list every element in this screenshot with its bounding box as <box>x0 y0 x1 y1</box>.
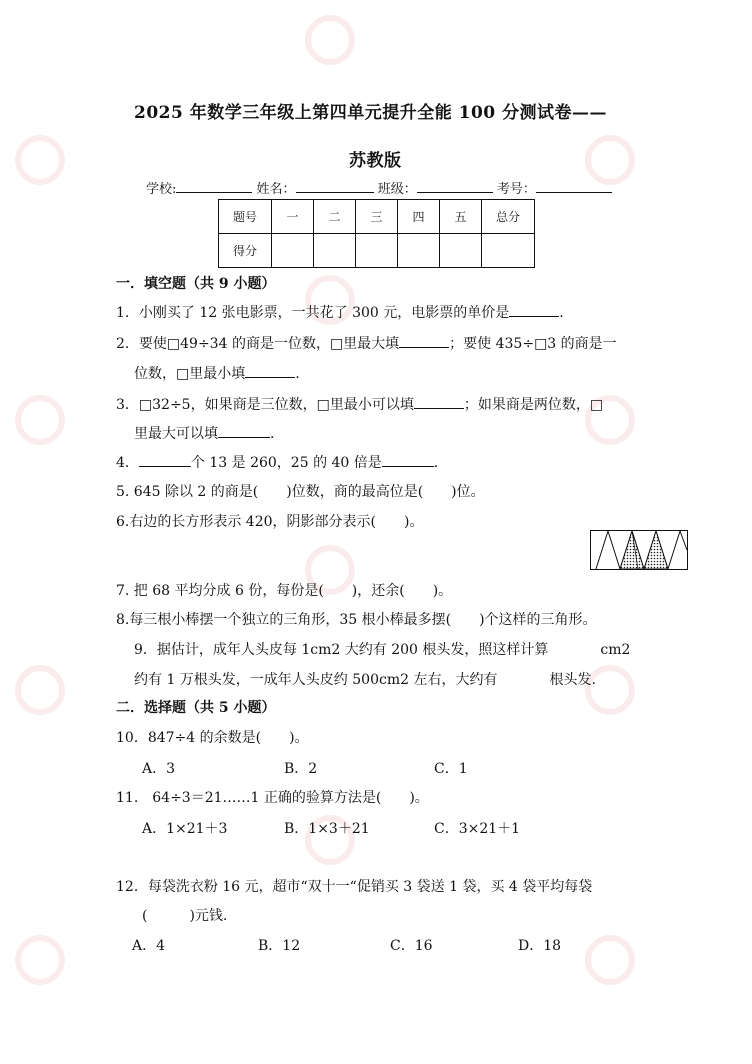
answer-blank[interactable] <box>509 302 559 317</box>
class-blank[interactable] <box>417 178 493 193</box>
option-10-b[interactable]: B．2 <box>284 761 318 777</box>
exam-no-blank[interactable] <box>536 178 612 193</box>
option-12-b[interactable]: B．12 <box>258 938 301 954</box>
question-text: 9．据估计，成年人头皮每 1cm2 大约有 200 根头发，照这样计算 <box>134 642 549 658</box>
question-text: 2．要使□49÷34 的商是一位数，□里最大填 <box>116 336 400 352</box>
question-text: . <box>295 366 300 382</box>
question-text: . <box>270 426 275 442</box>
name-label: 姓名： <box>256 182 296 197</box>
answer-blank[interactable] <box>218 423 270 438</box>
score-table-score-row <box>219 234 535 268</box>
question-6: 6.右边的长方形表示 420，阴影部分表示( )。 <box>116 514 424 530</box>
student-info-line <box>146 178 612 197</box>
rectangle-figure <box>590 530 688 570</box>
school-blank[interactable] <box>176 178 252 193</box>
question-8: 8.每三根小棒摆一个独立的三角形，35 根小棒最多摆( )个这样的三角形。 <box>116 612 597 628</box>
question-1 <box>116 302 564 322</box>
table-cell: 题号 <box>219 200 272 234</box>
option-11-b[interactable]: B．1×3＋21 <box>284 821 370 837</box>
answer-blank[interactable] <box>414 394 464 409</box>
question-9-line1 <box>134 639 630 659</box>
question-5: 5. 645 除以 2 的商是( )位数，商的最高位是( )位。 <box>116 484 485 500</box>
option-11-c[interactable]: C．3×21＋1 <box>434 821 521 837</box>
question-10: 10．847÷4 的余数是( )。 <box>116 730 309 746</box>
question-9-line2 <box>134 669 596 689</box>
score-table <box>218 199 535 268</box>
question-text: 4． <box>116 455 139 471</box>
answer-blank[interactable] <box>399 333 449 348</box>
school-label: 学校: <box>146 182 177 197</box>
score-input-cell[interactable] <box>356 234 398 268</box>
question-text: cm2 <box>600 642 631 658</box>
question-text: . <box>559 305 564 321</box>
page-title-line1: 2025 年数学三年级上第四单元提升全能 100 分测试卷—— <box>134 103 608 123</box>
table-cell: 得分 <box>219 234 272 268</box>
question-7: 7. 把 68 平均分成 6 份，每份是( )，还余( )。 <box>116 583 453 599</box>
answer-blank[interactable] <box>139 452 191 467</box>
option-12-c[interactable]: C．16 <box>390 938 433 954</box>
question-12-line1: 12．每袋洗衣粉 16 元，超市“双十一“促销买 3 袋送 1 袋，买 4 袋平均每袋 <box>116 879 593 895</box>
score-table-header-row <box>219 200 535 234</box>
question-3-line2 <box>134 423 274 443</box>
section-heading-choice: 二．选择题（共 5 小题） <box>116 700 276 716</box>
question-text: 3．□32÷5，如果商是三位数，□里最小可以填 <box>116 397 414 413</box>
table-cell: 总分 <box>482 200 535 234</box>
option-10-a[interactable]: A．3 <box>142 761 176 777</box>
exam-no-label: 考号： <box>496 182 536 197</box>
score-input-cell[interactable] <box>440 234 482 268</box>
score-input-cell[interactable] <box>314 234 356 268</box>
question-4 <box>116 452 438 472</box>
question-2-line1 <box>116 333 617 353</box>
question-text: 约有 1 万根头发，一成年人头皮约 500cm2 左右，大约有 <box>134 672 498 688</box>
option-12-d[interactable]: D．18 <box>518 938 562 954</box>
section-heading-fill-blank: 一．填空题（共 9 小题） <box>116 276 276 292</box>
question-text: ；要使 435÷□3 的商是一 <box>449 336 617 352</box>
score-input-cell[interactable] <box>272 234 314 268</box>
answer-blank[interactable] <box>382 452 434 467</box>
class-label: 班级： <box>377 182 417 197</box>
question-text: 1．小刚买了 12 张电影票，一共花了 300 元，电影票的单价是 <box>116 305 510 321</box>
option-10-c[interactable]: C．1 <box>434 761 468 777</box>
question-text: . <box>433 455 439 471</box>
score-input-cell[interactable] <box>482 234 535 268</box>
name-blank[interactable] <box>296 178 374 193</box>
question-text: ；如果商是两位数，□ <box>463 397 604 413</box>
table-cell: 三 <box>356 200 398 234</box>
question-text: 个 13 是 260，25 的 40 倍是 <box>190 455 382 471</box>
score-input-cell[interactable] <box>398 234 440 268</box>
table-cell: 一 <box>272 200 314 234</box>
question-11: 11. 64÷3＝21……1 正确的验算方法是( )。 <box>116 790 429 806</box>
option-12-a[interactable]: A．4 <box>132 938 166 954</box>
question-3-line1 <box>116 394 603 414</box>
question-text: 根头发. <box>549 672 596 688</box>
table-cell: 五 <box>440 200 482 234</box>
option-11-a[interactable]: A．1×21＋3 <box>142 821 228 837</box>
question-text: 里最大可以填 <box>134 426 218 442</box>
answer-blank[interactable] <box>245 363 295 378</box>
table-cell: 二 <box>314 200 356 234</box>
table-cell: 四 <box>398 200 440 234</box>
question-12-line2: ( )元钱. <box>142 908 228 924</box>
question-2-line2 <box>134 363 300 383</box>
question-text: 位数，□里最小填 <box>134 366 246 382</box>
page-title-line2: 苏教版 <box>349 151 402 171</box>
